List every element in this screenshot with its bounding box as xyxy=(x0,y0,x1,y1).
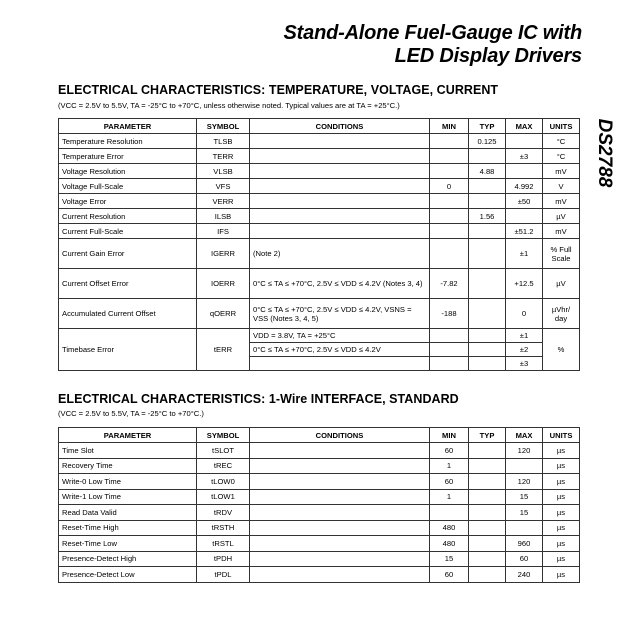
col-symbol: SYMBOL xyxy=(197,428,250,443)
units-cell: % Full Scale xyxy=(543,239,580,269)
max-cell xyxy=(506,164,543,179)
parameter-cell: Temperature Error xyxy=(59,149,197,164)
units-cell: °C xyxy=(543,149,580,164)
typ-cell xyxy=(469,343,506,357)
min-cell xyxy=(430,505,469,521)
min-cell xyxy=(430,209,469,224)
typ-cell xyxy=(469,357,506,371)
min-cell xyxy=(430,149,469,164)
max-cell xyxy=(506,520,543,536)
min-cell: 480 xyxy=(430,536,469,552)
max-cell: ±1 xyxy=(506,329,543,343)
min-cell xyxy=(430,134,469,149)
max-cell: +12.5 xyxy=(506,269,543,299)
conditions-cell xyxy=(250,134,430,149)
conditions-cell: (Note 2) xyxy=(250,239,430,269)
section2-heading: ELECTRICAL CHARACTERISTICS: 1-Wire INTERFACE, STANDARD xyxy=(58,392,459,406)
conditions-cell xyxy=(250,567,430,583)
document-title xyxy=(284,22,582,68)
symbol-cell: IGERR xyxy=(197,239,250,269)
symbol-cell: tREC xyxy=(197,458,250,474)
typ-cell xyxy=(469,299,506,329)
max-cell: 60 xyxy=(506,551,543,567)
symbol-cell: ILSB xyxy=(197,209,250,224)
section2-header-row xyxy=(59,428,580,443)
conditions-cell xyxy=(250,179,430,194)
col-min: MIN xyxy=(430,119,469,134)
conditions-cell xyxy=(250,443,430,459)
symbol-cell: tRSTL xyxy=(197,536,250,552)
symbol-cell: IFS xyxy=(197,224,250,239)
conditions-cell xyxy=(250,194,430,209)
symbol-cell: TERR xyxy=(197,149,250,164)
conditions-cell xyxy=(250,164,430,179)
conditions-cell xyxy=(250,536,430,552)
typ-cell: 4.88 xyxy=(469,164,506,179)
symbol-cell: qOERR xyxy=(197,299,250,329)
table-row xyxy=(59,269,580,299)
typ-cell xyxy=(469,269,506,299)
table-row xyxy=(59,149,580,164)
table-row xyxy=(59,505,580,521)
min-cell: -188 xyxy=(430,299,469,329)
table-row xyxy=(59,224,580,239)
min-cell: 60 xyxy=(430,443,469,459)
col-symbol: SYMBOL xyxy=(197,119,250,134)
col-units: UNITS xyxy=(543,428,580,443)
parameter-cell: Recovery Time xyxy=(59,458,197,474)
units-cell: µs xyxy=(543,474,580,490)
min-cell xyxy=(430,194,469,209)
units-cell: mV xyxy=(543,164,580,179)
section2-conditions-note: (VCC = 2.5V to 5.5V, TA = -25°C to +70°C.) xyxy=(58,409,204,418)
col-conditions: CONDITIONS xyxy=(250,428,430,443)
symbol-cell: VERR xyxy=(197,194,250,209)
max-cell: ±3 xyxy=(506,149,543,164)
max-cell xyxy=(506,209,543,224)
max-cell: ±50 xyxy=(506,194,543,209)
typ-cell xyxy=(469,458,506,474)
typ-cell xyxy=(469,567,506,583)
parameter-cell: Temperature Resolution xyxy=(59,134,197,149)
parameter-cell: Write-1 Low Time xyxy=(59,489,197,505)
symbol-cell: tPDL xyxy=(197,567,250,583)
units-cell: % xyxy=(543,329,580,371)
units-cell: µs xyxy=(543,443,580,459)
min-cell xyxy=(430,164,469,179)
symbol-cell: tSLOT xyxy=(197,443,250,459)
typ-cell: 0.125 xyxy=(469,134,506,149)
parameter-cell: Presence-Detect High xyxy=(59,551,197,567)
units-cell: µs xyxy=(543,567,580,583)
conditions-cell xyxy=(250,551,430,567)
col-parameter: PARAMETER xyxy=(59,428,197,443)
units-cell: µs xyxy=(543,505,580,521)
units-cell: µs xyxy=(543,520,580,536)
typ-cell xyxy=(469,149,506,164)
parameter-cell: Presence-Detect Low xyxy=(59,567,197,583)
min-cell: 0 xyxy=(430,179,469,194)
conditions-cell xyxy=(250,149,430,164)
max-cell: 120 xyxy=(506,474,543,490)
max-cell xyxy=(506,458,543,474)
parameter-cell: Read Data Valid xyxy=(59,505,197,521)
symbol-cell: VLSB xyxy=(197,164,250,179)
symbol-cell: VFS xyxy=(197,179,250,194)
symbol-cell: tERR xyxy=(197,329,250,371)
title-line-2: LED Display Drivers xyxy=(394,45,582,67)
typ-cell xyxy=(469,443,506,459)
min-cell: 480 xyxy=(430,520,469,536)
typ-cell xyxy=(469,505,506,521)
min-cell: 60 xyxy=(430,474,469,490)
table-row xyxy=(59,443,580,459)
typ-cell xyxy=(469,474,506,490)
units-cell: µVhr/ day xyxy=(543,299,580,329)
max-cell: 120 xyxy=(506,443,543,459)
conditions-cell xyxy=(250,209,430,224)
typ-cell xyxy=(469,489,506,505)
conditions-cell xyxy=(250,224,430,239)
units-cell: µs xyxy=(543,551,580,567)
parameter-cell: Reset-Time Low xyxy=(59,536,197,552)
max-cell: ±3 xyxy=(506,357,543,371)
parameter-cell: Accumulated Current Offset xyxy=(59,299,197,329)
min-cell xyxy=(430,343,469,357)
table-row xyxy=(59,239,580,269)
table-row xyxy=(59,209,580,224)
table-row xyxy=(59,299,580,329)
section1-table xyxy=(58,118,580,371)
table-row xyxy=(59,194,580,209)
min-cell xyxy=(430,357,469,371)
min-cell: 1 xyxy=(430,458,469,474)
typ-cell xyxy=(469,536,506,552)
table-row xyxy=(59,329,580,343)
table-row xyxy=(59,458,580,474)
conditions-cell xyxy=(250,520,430,536)
max-cell: ±1 xyxy=(506,239,543,269)
table-row xyxy=(59,536,580,552)
part-number-side-label xyxy=(584,113,620,193)
min-cell: 15 xyxy=(430,551,469,567)
symbol-cell: tPDH xyxy=(197,551,250,567)
parameter-cell: Voltage Resolution xyxy=(59,164,197,179)
symbol-cell: TLSB xyxy=(197,134,250,149)
col-max: MAX xyxy=(506,119,543,134)
max-cell: ±2 xyxy=(506,343,543,357)
col-units: UNITS xyxy=(543,119,580,134)
conditions-cell: 0°C ≤ TA ≤ +70°C, 2.5V ≤ VDD ≤ 4.2V xyxy=(250,343,430,357)
max-cell: ±51.2 xyxy=(506,224,543,239)
units-cell: µV xyxy=(543,209,580,224)
conditions-cell xyxy=(250,458,430,474)
section1-heading: ELECTRICAL CHARACTERISTICS: TEMPERATURE, VOLTAGE, CURRENT xyxy=(58,83,499,97)
typ-cell xyxy=(469,194,506,209)
parameter-cell: Timebase Error xyxy=(59,329,197,371)
section1-conditions-note: (VCC = 2.5V to 5.5V, TA = -25°C to +70°C, unless otherwise noted. Typical values are at TA = +25°C.) xyxy=(58,101,400,110)
parameter-cell: Current Full-Scale xyxy=(59,224,197,239)
col-min: MIN xyxy=(430,428,469,443)
min-cell xyxy=(430,224,469,239)
min-cell xyxy=(430,239,469,269)
table-row xyxy=(59,474,580,490)
typ-cell xyxy=(469,224,506,239)
max-cell xyxy=(506,134,543,149)
min-cell: 1 xyxy=(430,489,469,505)
conditions-cell xyxy=(250,489,430,505)
conditions-cell: VDD = 3.8V, TA = +25°C xyxy=(250,329,430,343)
symbol-cell: tLOW0 xyxy=(197,474,250,490)
typ-cell xyxy=(469,551,506,567)
units-cell: µs xyxy=(543,458,580,474)
conditions-cell: 0°C ≤ TA ≤ +70°C, 2.5V ≤ VDD ≤ 4.2V, VSNS = VSS (Notes 3, 4, 5) xyxy=(250,299,430,329)
conditions-cell xyxy=(250,474,430,490)
symbol-cell: IOERR xyxy=(197,269,250,299)
max-cell: 960 xyxy=(506,536,543,552)
min-cell: -7.82 xyxy=(430,269,469,299)
title-line-1: Stand-Alone Fuel-Gauge IC with xyxy=(283,22,582,44)
units-cell: µs xyxy=(543,536,580,552)
table-row xyxy=(59,164,580,179)
units-cell: mV xyxy=(543,194,580,209)
symbol-cell: tRSTH xyxy=(197,520,250,536)
col-typ: TYP xyxy=(469,428,506,443)
col-typ: TYP xyxy=(469,119,506,134)
parameter-cell: Reset-Time High xyxy=(59,520,197,536)
max-cell: 4.992 xyxy=(506,179,543,194)
max-cell: 0 xyxy=(506,299,543,329)
typ-cell xyxy=(469,520,506,536)
parameter-cell: Voltage Full-Scale xyxy=(59,179,197,194)
col-conditions: CONDITIONS xyxy=(250,119,430,134)
typ-cell xyxy=(469,239,506,269)
max-cell: 15 xyxy=(506,505,543,521)
max-cell: 240 xyxy=(506,567,543,583)
table-row xyxy=(59,520,580,536)
table-row xyxy=(59,134,580,149)
units-cell: µs xyxy=(543,489,580,505)
parameter-cell: Current Gain Error xyxy=(59,239,197,269)
section1-header-row xyxy=(59,119,580,134)
parameter-cell: Time Slot xyxy=(59,443,197,459)
min-cell: 60 xyxy=(430,567,469,583)
parameter-cell: Current Offset Error xyxy=(59,269,197,299)
table-row xyxy=(59,489,580,505)
parameter-cell: Voltage Error xyxy=(59,194,197,209)
parameter-cell: Write-0 Low Time xyxy=(59,474,197,490)
table-row xyxy=(59,567,580,583)
conditions-cell: 0°C ≤ TA ≤ +70°C, 2.5V ≤ VDD ≤ 4.2V (Notes 3, 4) xyxy=(250,269,430,299)
units-cell: µV xyxy=(543,269,580,299)
symbol-cell: tLOW1 xyxy=(197,489,250,505)
typ-cell xyxy=(469,179,506,194)
units-cell: V xyxy=(543,179,580,194)
parameter-cell: Current Resolution xyxy=(59,209,197,224)
table-row xyxy=(59,179,580,194)
min-cell xyxy=(430,329,469,343)
typ-cell: 1.56 xyxy=(469,209,506,224)
typ-cell xyxy=(469,329,506,343)
conditions-cell xyxy=(250,357,430,371)
col-max: MAX xyxy=(506,428,543,443)
units-cell: mV xyxy=(543,224,580,239)
max-cell: 15 xyxy=(506,489,543,505)
conditions-cell xyxy=(250,505,430,521)
symbol-cell: tRDV xyxy=(197,505,250,521)
section2-table xyxy=(58,427,580,583)
units-cell: °C xyxy=(543,134,580,149)
part-number: DS2788 xyxy=(594,118,615,188)
col-parameter: PARAMETER xyxy=(59,119,197,134)
table-row xyxy=(59,551,580,567)
